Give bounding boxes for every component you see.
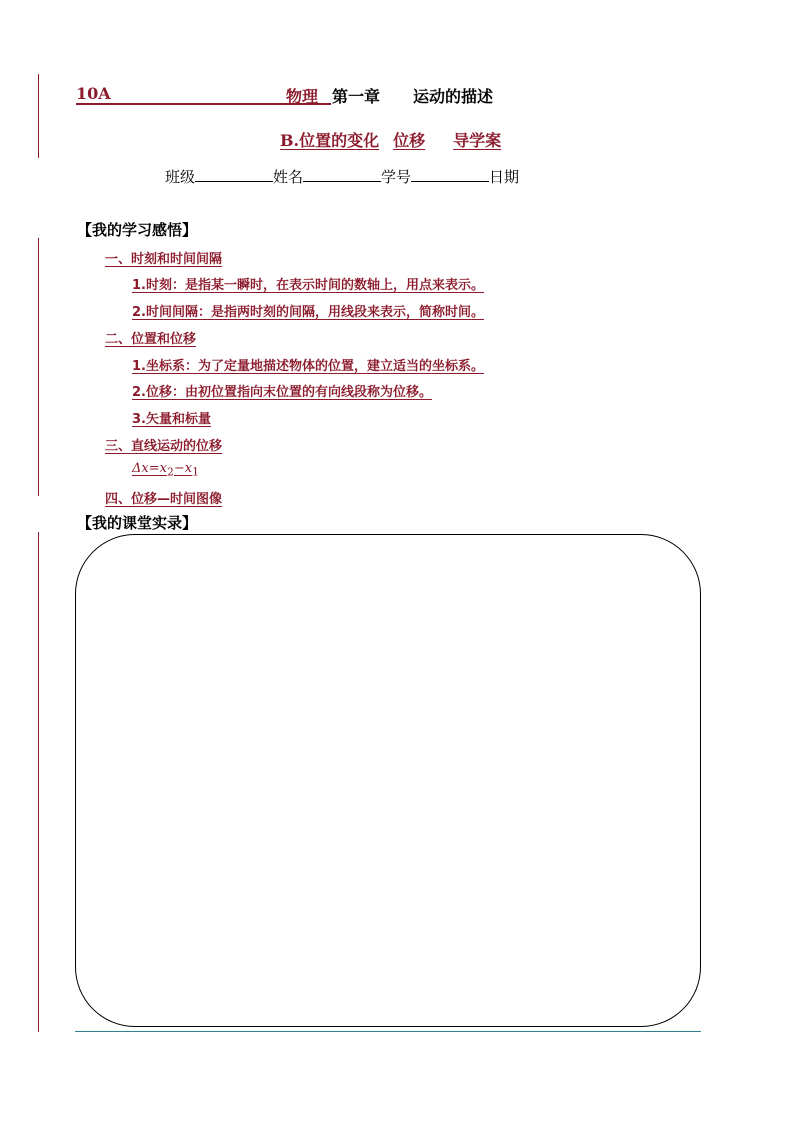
outline-item: 二、位置和位移 <box>105 332 197 347</box>
margin-line-bottom <box>38 532 39 1032</box>
title-part-3: 导学案 <box>453 131 502 150</box>
name-field[interactable] <box>303 167 381 182</box>
bottom-divider <box>75 1031 701 1032</box>
outline-item: 2.时间间隔：是指两时刻的间隔，用线段来表示，简称时间。 <box>132 305 484 320</box>
student-info-row <box>165 166 519 187</box>
course-code: 10A <box>76 84 331 105</box>
displacement-formula: $\Delta x=x_2-x_1$ <box>132 461 200 479</box>
date-label: 日期 <box>489 168 520 186</box>
outline-item: 三、直线运动的位移 <box>105 439 223 454</box>
document-header <box>76 84 516 108</box>
outline-item: 1.坐标系：为了定量地描述物体的位置，建立适当的坐标系。 <box>132 359 484 374</box>
title-part-2: 位移 <box>393 131 426 150</box>
margin-line-top <box>38 74 39 158</box>
outline-item: 1.时刻：是指某一瞬时，在表示时间的数轴上，用点来表示。 <box>132 278 484 293</box>
outline-item: 一、时刻和时间间隔 <box>105 252 223 267</box>
class-notes-box[interactable] <box>75 534 701 1027</box>
section-heading-learning: 【我的学习感悟】 <box>77 221 198 239</box>
title-part-1: B.位置的变化 <box>280 131 380 150</box>
outline-item: 四、位移—时间图像 <box>105 492 223 507</box>
chapter: 第一章 <box>332 87 381 106</box>
margin-line-middle <box>38 238 39 496</box>
page-title <box>280 128 501 151</box>
name-label: 姓名 <box>273 168 304 186</box>
outline-item: 2.位移：由初位置指向末位置的有向线段称为位移。 <box>132 385 432 400</box>
outline-item: 3.矢量和标量 <box>132 412 211 427</box>
section-heading-class-notes: 【我的课堂实录】 <box>77 514 198 532</box>
subject: 物理 <box>286 87 319 106</box>
class-label: 班级 <box>165 168 196 186</box>
chapter-topic: 运动的描述 <box>413 87 494 106</box>
student-id-field[interactable] <box>411 167 489 182</box>
student-id-label: 学号 <box>381 168 412 186</box>
class-field[interactable] <box>195 167 273 182</box>
